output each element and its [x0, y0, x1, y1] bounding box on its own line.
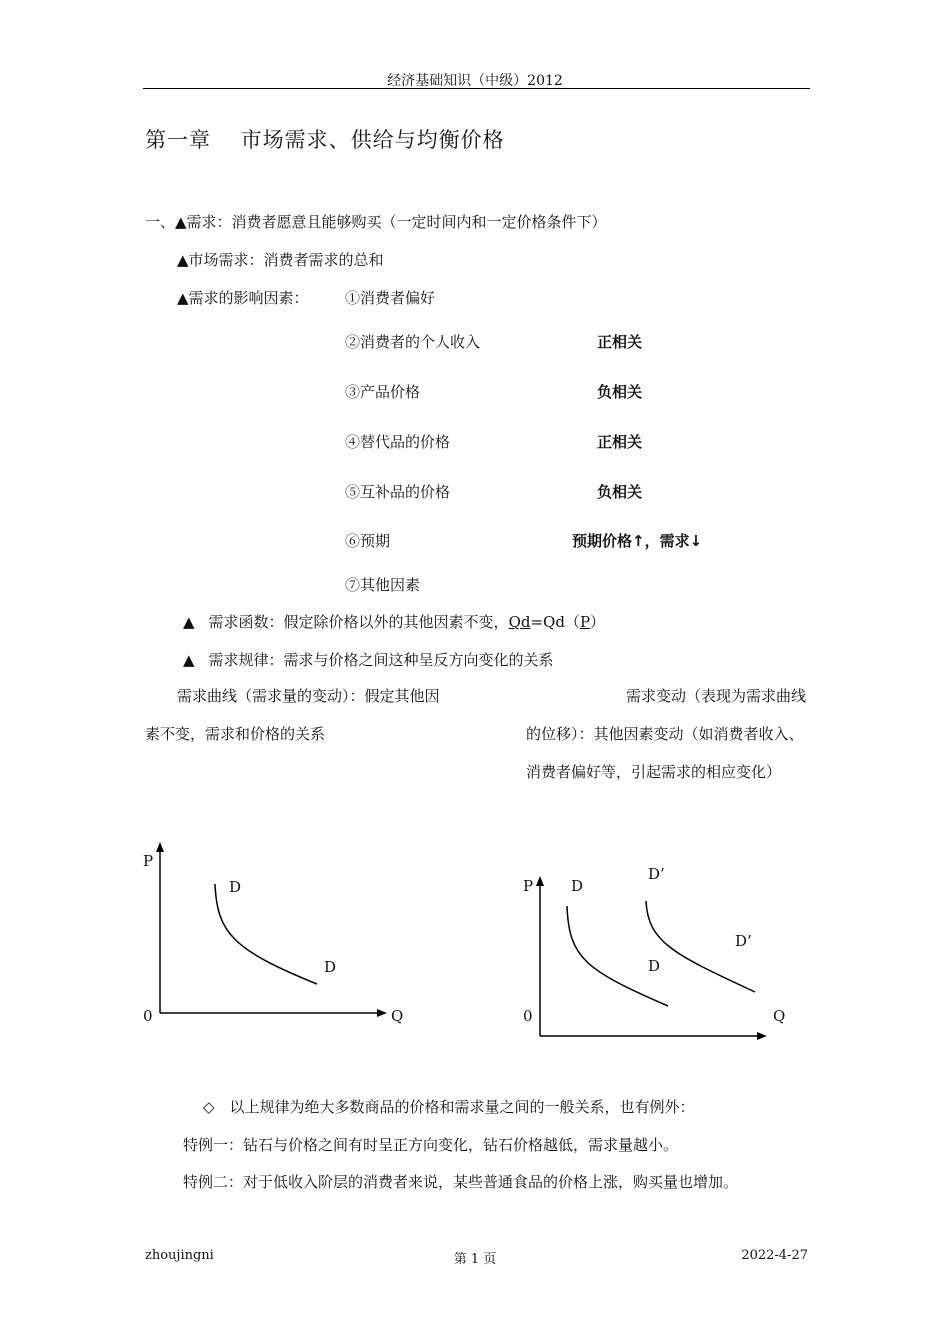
footer-page-number: 第 1 页 — [453, 1252, 497, 1267]
x-axis-label: Q — [391, 1007, 404, 1025]
exception-example-2: 特例二：对于低收入阶层的消费者来说，某些普通食品的价格上涨，购买量也增加。 — [183, 1173, 739, 1191]
curve-label-bottom: D — [324, 958, 337, 976]
demand-curve-description: 需求曲线（需求量的变动）：假定其他因素不变，需求和价格的关系 — [145, 687, 440, 743]
curve-d-prime-label-bottom: D’ — [735, 932, 752, 950]
page-header-title: 经济基础知识（中级）2012 — [387, 73, 563, 89]
exception-intro: ◇ 以上规律为绝大多数商品的价格和需求量之间的一般关系，也有例外： — [203, 1098, 695, 1116]
footer-author: zhoujingni — [145, 1248, 214, 1263]
factor-item: ⑥预期 — [345, 532, 391, 550]
y-axis-arrow-icon — [156, 842, 164, 852]
factor-item: ②消费者的个人收入 — [345, 333, 481, 351]
chapter-title: 第一章 市场需求、供给与均衡价格 — [145, 128, 505, 152]
demand-curve-graph — [135, 838, 404, 1038]
demand-function-line — [183, 611, 605, 632]
bullet-triangle: ▲ — [183, 651, 195, 669]
y-axis-arrow-icon — [536, 876, 544, 886]
curve-d-label-top: D — [571, 877, 584, 895]
demand-definition: 一、▲需求：消费者愿意且能够购买（一定时间内和一定价格条件下） — [145, 213, 607, 231]
demand-shift-graph — [515, 858, 805, 1058]
factor-item: ①消费者偏好 — [345, 289, 436, 307]
factor-relation: 正相关 — [597, 433, 643, 451]
demand-function-text: 需求函数：假定除价格以外的其他因素不变， — [208, 613, 509, 631]
exception-example-1: 特例一：钻石与价格之间有时呈正方向变化，钻石价格越低，需求量越小。 — [183, 1136, 679, 1154]
demand-law-line — [183, 649, 554, 670]
qd-equals: =Qd（ — [530, 613, 580, 631]
x-axis-label: Q — [773, 1007, 786, 1025]
factor-relation: 正相关 — [597, 333, 643, 351]
market-demand-definition: ▲市场需求：消费者需求的总和 — [177, 251, 384, 269]
demand-law-text: 需求规律：需求与价格之间这种呈反方向变化的关系 — [208, 651, 554, 669]
factor-relation: 负相关 — [597, 483, 643, 501]
factors-label: ▲需求的影响因素： — [177, 289, 309, 307]
footer-date: 2022-4-27 — [741, 1248, 808, 1263]
curve-d-prime-label-top: D’ — [648, 865, 665, 883]
y-axis-label: P — [523, 877, 534, 895]
closing-paren: ） — [590, 613, 606, 631]
x-axis-arrow-icon — [377, 1009, 387, 1017]
factor-relation: 预期价格↑，需求↓ — [572, 532, 703, 550]
curve-label-top: D — [229, 878, 242, 896]
factor-item: ③产品价格 — [345, 383, 421, 401]
demand-shift-description: 需求变动（表现为需求曲线的位移）：其他因素变动（如消费者收入、消费者偏好等，引起需求的相应变化） — [526, 687, 807, 781]
demand-curve — [215, 884, 317, 984]
qd-symbol: Qd — [508, 613, 531, 631]
y-axis-label: P — [143, 852, 154, 870]
factor-relation: 负相关 — [597, 383, 643, 401]
bullet-triangle: ▲ — [183, 613, 195, 631]
origin-label: 0 — [523, 1007, 533, 1025]
p-symbol: P — [579, 613, 591, 631]
factor-item: ⑤互补品的价格 — [345, 483, 451, 501]
header-divider — [143, 88, 810, 89]
demand-curve-d — [567, 906, 668, 1006]
x-axis-arrow-icon — [757, 1032, 767, 1040]
origin-label: 0 — [143, 1007, 153, 1025]
curve-d-label-bottom: D — [648, 957, 661, 975]
factor-item: ⑦其他因素 — [345, 576, 421, 594]
factor-item: ④替代品的价格 — [345, 433, 451, 451]
